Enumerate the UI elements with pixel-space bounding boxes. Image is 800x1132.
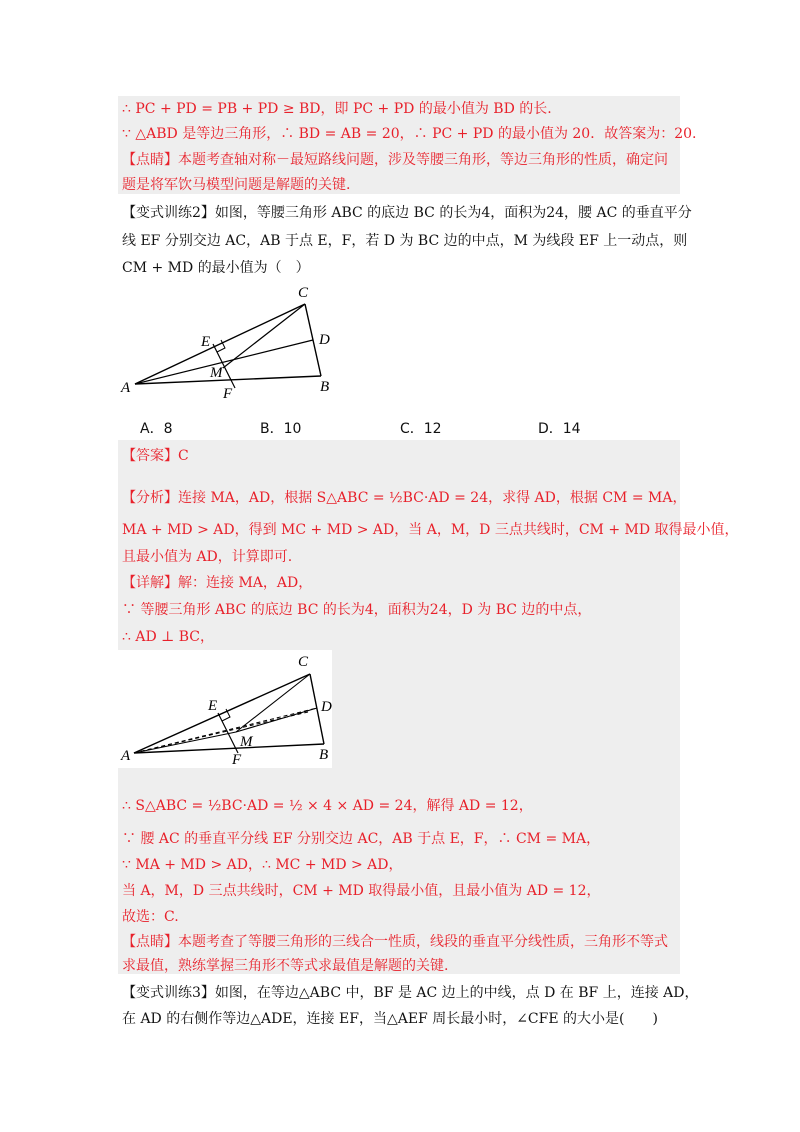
problem3-line-2: 在 AD 的右侧作等边△ADE，连接 EF，当△AEF 周长最小时，∠CFE 的大小是( ) bbox=[122, 1011, 658, 1027]
fig1-segment-cm bbox=[223, 304, 305, 368]
fig2-side-ab bbox=[134, 744, 324, 753]
fig1-label-a: A bbox=[121, 380, 131, 396]
calc-line-1: ∴ S△ABC = ½BC·AD = ½ × 4 × AD = 24，解得 AD = 12， bbox=[122, 798, 533, 814]
problem2-line-1: 【变式训练2】如图，等腰三角形 ABC 的底边 BC 的长为4，面积为24，腰 AC 的垂直平分 bbox=[122, 205, 692, 221]
fig1-label-m: M bbox=[210, 365, 223, 381]
fig2-label-d: D bbox=[321, 699, 332, 715]
previous-answer-line: ∵ △ABD 是等边三角形，∴ BD = AB = 20，∴ PC + PD 的最小值为 20．故答案为：20. bbox=[122, 126, 697, 142]
option-c[interactable]: C．12 bbox=[400, 421, 442, 437]
fig2-label-b: B bbox=[319, 747, 329, 763]
previous-conclusion-line: ∴ PC + PD = PB + PD ≥ BD，即 PC + PD 的最小值为 BD 的长. bbox=[122, 101, 552, 117]
problem3-line-1: 【变式训练3】如图，在等边△ABC 中，BF 是 AC 边上的中线，点 D 在 BF 上，连接 AD， bbox=[122, 985, 699, 1001]
detail-line-1: 【详解】解：连接 MA，AD， bbox=[122, 575, 313, 591]
fig2-label-a: A bbox=[121, 748, 131, 764]
problem2-line-3: CM + MD 的最小值为（ ） bbox=[122, 260, 310, 276]
option-d[interactable]: D．14 bbox=[538, 421, 581, 437]
fig1-label-d: D bbox=[319, 332, 330, 348]
analysis-line-2: MA + MD > AD，得到 MC + MD > AD，当 A，M，D 三点共线时，CM + MD 取得最小值， bbox=[122, 522, 739, 538]
fig1-label-c: C bbox=[298, 285, 309, 301]
option-a[interactable]: A．8 bbox=[140, 421, 173, 437]
detail-line-3: ∴ AD ⊥ BC， bbox=[122, 629, 215, 645]
calc-line-2: ∵ 腰 AC 的垂直平分线 EF 分别交边 AC，AB 于点 E，F，∴ CM = MA， bbox=[122, 831, 601, 847]
comment-line-1: 【点睛】本题考查了等腰三角形的三线合一性质，线段的垂直平分线性质，三角形不等式 bbox=[122, 934, 668, 950]
fig2-label-c: C bbox=[298, 654, 309, 670]
detail-line-2: ∵ 等腰三角形 ABC 的底边 BC 的长为4，面积为24，D 为 BC 边的中点， bbox=[122, 602, 592, 618]
comment-line-2: 求最值，熟练掌握三角形不等式求最值是解题的关键. bbox=[122, 958, 449, 974]
fig1-label-f: F bbox=[223, 386, 233, 402]
previous-comment-line-1: 【点睛】本题考查轴对称－最短路线问题，涉及等腰三角形，等边三角形的性质，确定问 bbox=[122, 152, 668, 168]
answer-line: 【答案】C bbox=[122, 448, 189, 464]
option-b[interactable]: B．10 bbox=[260, 421, 302, 437]
analysis-line-1: 【分析】连接 MA，AD，根据 S△ABC = ½BC·AD = 24，求得 AD，根据 CM = MA， bbox=[122, 490, 687, 506]
calc-line-5: 故选：C. bbox=[122, 909, 179, 925]
previous-comment-line-2: 题是将军饮马模型问题是解题的关键. bbox=[122, 177, 351, 193]
problem2-line-2: 线 EF 分别交边 AC，AB 于点 E，F，若 D 为 BC 边的中点，M 为线段 EF 上一动点，则 bbox=[122, 233, 688, 249]
fig1-label-b: B bbox=[320, 379, 330, 395]
fig2-label-f: F bbox=[232, 752, 242, 768]
triangle-figure-2 bbox=[118, 650, 332, 768]
fig2-side-ac bbox=[134, 674, 310, 753]
fig2-label-e: E bbox=[208, 698, 218, 714]
analysis-line-3: 且最小值为 AD，计算即可. bbox=[122, 549, 293, 565]
fig2-label-m: M bbox=[240, 734, 253, 750]
calc-line-4: 当 A，M，D 三点共线时，CM + MD 取得最小值，且最小值为 AD = 12， bbox=[122, 883, 601, 899]
fig1-label-e: E bbox=[201, 334, 211, 350]
triangle-figure-1 bbox=[115, 280, 355, 405]
fig2-segment-md bbox=[236, 708, 317, 732]
fig2-bisector-ef bbox=[218, 713, 238, 753]
calc-line-3: ∵ MA + MD > AD，∴ MC + MD > AD， bbox=[122, 857, 403, 873]
